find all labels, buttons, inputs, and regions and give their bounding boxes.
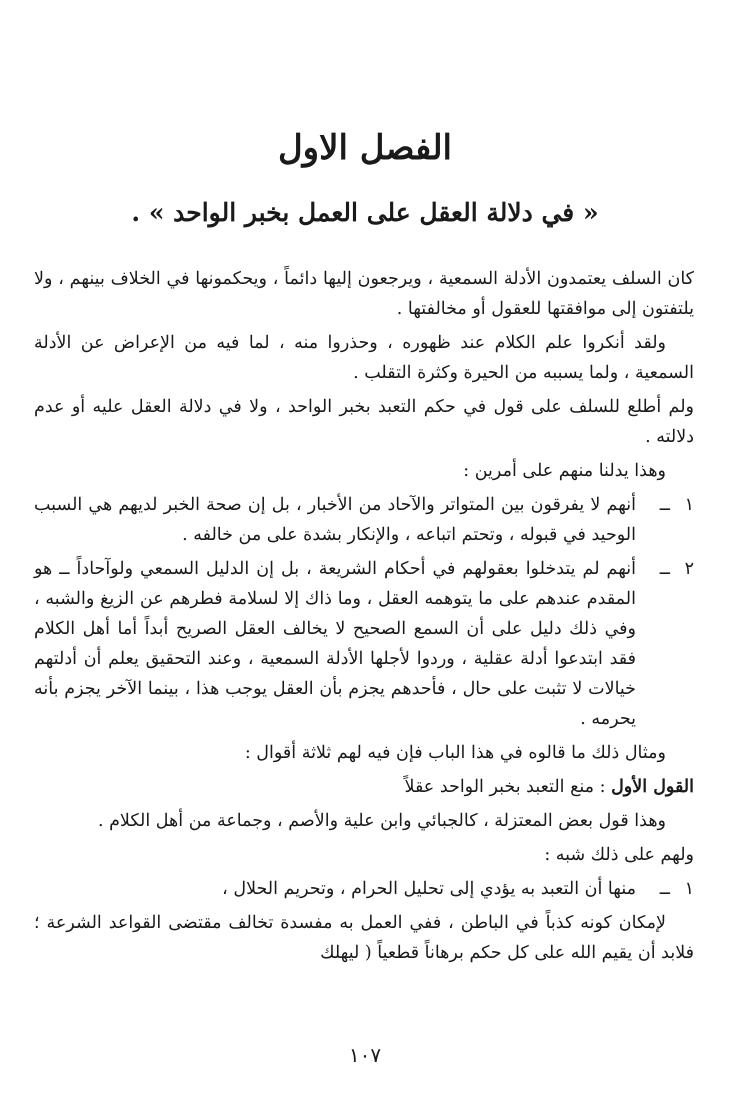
list-number: ١ xyxy=(684,879,694,899)
paragraph: لإمكان كونه كذباً في الباطن ، ففي العمل به مفسدة تخالف مقتضى القواعد الشرعة ؛ فلابد أن يقيم الله على كل حكم برهاناً قطعياً ( ليهلك xyxy=(34,913,694,963)
first-saying-text: : منع التعبد بخبر الواحد عقلاً xyxy=(404,777,612,797)
list-number: ٢ xyxy=(684,559,694,579)
paragraph: كان السلف يعتمدون الأدلة السمعية ، ويرجعون إليها دائماً ، ويحكمونها في الخلاف بينهم ، ولا يلتفتون إلى موافقتها للعقول أو مخالفتها . xyxy=(34,269,694,319)
body-text xyxy=(34,264,694,972)
first-saying-heading: القول الأول xyxy=(611,777,694,797)
paragraph: وهذا يدلنا منهم على أمرين : xyxy=(463,461,666,481)
paragraph: ولم أطلع للسلف على قول في حكم التعبد بخبر الواحد ، ولا في دلالة العقل عليه أو عدم دلالته . xyxy=(34,397,694,447)
list-dash: ــ xyxy=(659,495,670,515)
list-dash: ــ xyxy=(659,879,670,899)
paragraph: وهذا قول بعض المعتزلة ، كالجبائي وابن علية والأصم ، وجماعة من أهل الكلام . xyxy=(97,811,666,831)
first-saying xyxy=(34,772,694,802)
list-text: أنهم لم يتدخلوا بعقولهم في أحكام الشريعة ، بل إن الدليل السمعي ولوآحاداً ــ هو المقدم عندهم على ما يتوهمه العقل ، وما ذاك إلا لسلامة فطرهم عن الزيغ والشبه ، وفي ذلك دليل على أن السمع الصحيح لا يخالف العقل الصريح أبداً أما أهل الكلام فقد ابتدعوا أدلة عقلية ، وردوا لأجلها الأدلة السمعية ، وعند التحقيق يعلم أن أدلتهم خيالات لا تثبت على حال ، فأحدهم يجزم بأن العقل يوجب هذا ، بينما الآخر يجزم بأنه يحرمه . xyxy=(34,559,636,729)
paragraph: ولهم على ذلك شبه : xyxy=(544,845,694,865)
list-dash: ــ xyxy=(659,559,670,579)
list-item xyxy=(34,554,694,734)
page-number: ١٠٧ xyxy=(348,1043,382,1067)
chapter-title: الفصل الاول xyxy=(277,128,453,168)
list-text: منها أن التعبد به يؤدي إلى تحليل الحرام ، وتحريم الحلال ، xyxy=(222,879,636,899)
chapter-subtitle: « في دلالة العقل على العمل بخبر الواحد » . xyxy=(131,198,599,227)
list-item xyxy=(34,874,694,904)
paragraph: ومثال ذلك ما قالوه في هذا الباب فإن فيه لهم ثلاثة أقوال : xyxy=(244,743,666,763)
list-number: ١ xyxy=(684,495,694,515)
list-item xyxy=(34,490,694,550)
list-text: أنهم لا يفرقون بين المتواتر والآحاد من الأخبار ، بل إن صحة الخبر لديهم هي السبب الوحيد في قبوله ، وتحتم اتباعه ، والإنكار بشدة على من خالفه . xyxy=(34,495,636,545)
paragraph: ولقد أنكروا علم الكلام عند ظهوره ، وحذروا منه ، لما فيه من الإعراض عن الأدلة السمعية ، ولما يسببه من الحيرة وكثرة التقلب . xyxy=(34,333,694,383)
